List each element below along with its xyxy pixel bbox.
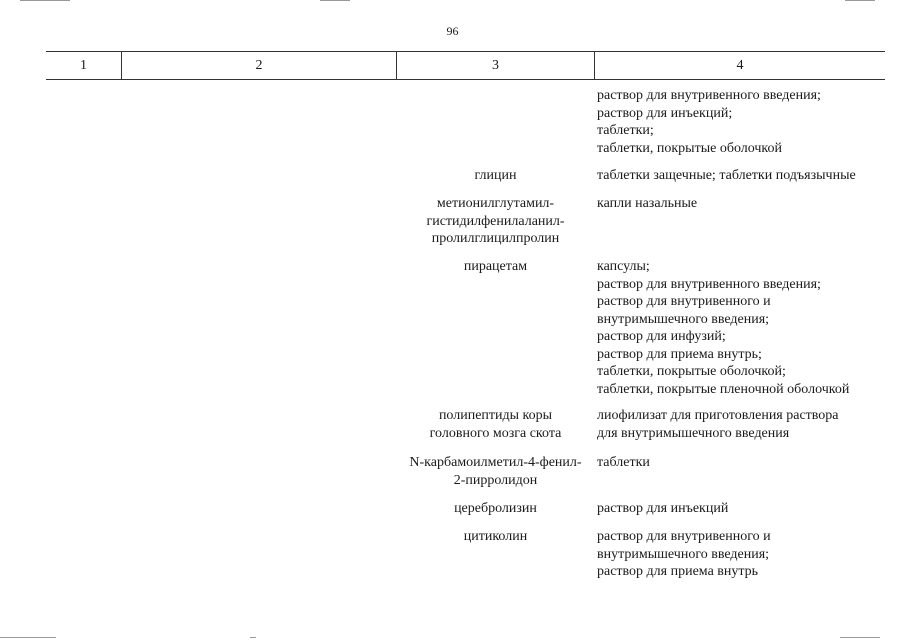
dosage-form-cell: капли назальные — [597, 196, 698, 211]
table-row — [397, 500, 885, 518]
dosage-form-cell: таблетки — [597, 455, 650, 470]
substance-cell: метионилглутамил- гистидилфенилаланил- пролилглицилпролин — [426, 196, 565, 246]
scan-mark — [840, 637, 880, 638]
scan-mark — [20, 0, 70, 1]
scan-mark — [250, 637, 256, 638]
table-row — [397, 407, 885, 442]
table-row — [397, 87, 885, 157]
substance-cell: пирацетам — [463, 259, 528, 274]
scan-mark — [0, 637, 56, 638]
table-row — [397, 195, 885, 248]
table-row — [397, 454, 885, 489]
column-header-1: 1 — [80, 57, 87, 73]
dosage-form-cell: раствор для инъекций — [597, 501, 729, 516]
column-header-4: 4 — [594, 52, 885, 79]
dosage-form-cell: раствор для внутривенного и внутримышечного введения; раствор для приема внутрь — [597, 529, 771, 579]
substance-cell: полипептиды коры головного мозга скота — [429, 408, 562, 441]
substance-cell: N-карбамоилметил-4-фенил- 2-пирролидон — [409, 455, 582, 488]
page-number: 96 — [446, 24, 459, 38]
dosage-form-cell: капсулы; раствор для внутривенного введения; раствор для внутривенного и внутримышечного введения; раствор для инфузий; раствор для приема внутрь; таблетки, покрытые оболочкой; таблетки, покрытые пленочной оболочкой — [597, 259, 850, 397]
substance-cell: церебролизин — [454, 501, 537, 516]
dosage-form-cell: раствор для внутривенного введения; раствор для инъекций; таблетки; таблетки, покрытые оболочкой — [597, 88, 821, 156]
column-header-3: 3 — [396, 52, 594, 79]
substance-cell: глицин — [474, 168, 517, 183]
substance-cell — [397, 87, 594, 157]
scan-mark — [845, 0, 875, 1]
table-row — [397, 258, 885, 398]
table-row — [397, 167, 885, 185]
column-header-2: 2 — [121, 52, 396, 79]
dosage-form-cell: таблетки защечные; таблетки подъязычные — [597, 168, 856, 183]
substance-cell: цитиколин — [463, 529, 528, 544]
table-row — [397, 528, 885, 581]
dosage-form-cell: лиофилизат для приготовления раствора для внутримышечного введения — [597, 408, 839, 441]
scan-mark — [320, 0, 350, 1]
table-header-row — [46, 51, 885, 80]
